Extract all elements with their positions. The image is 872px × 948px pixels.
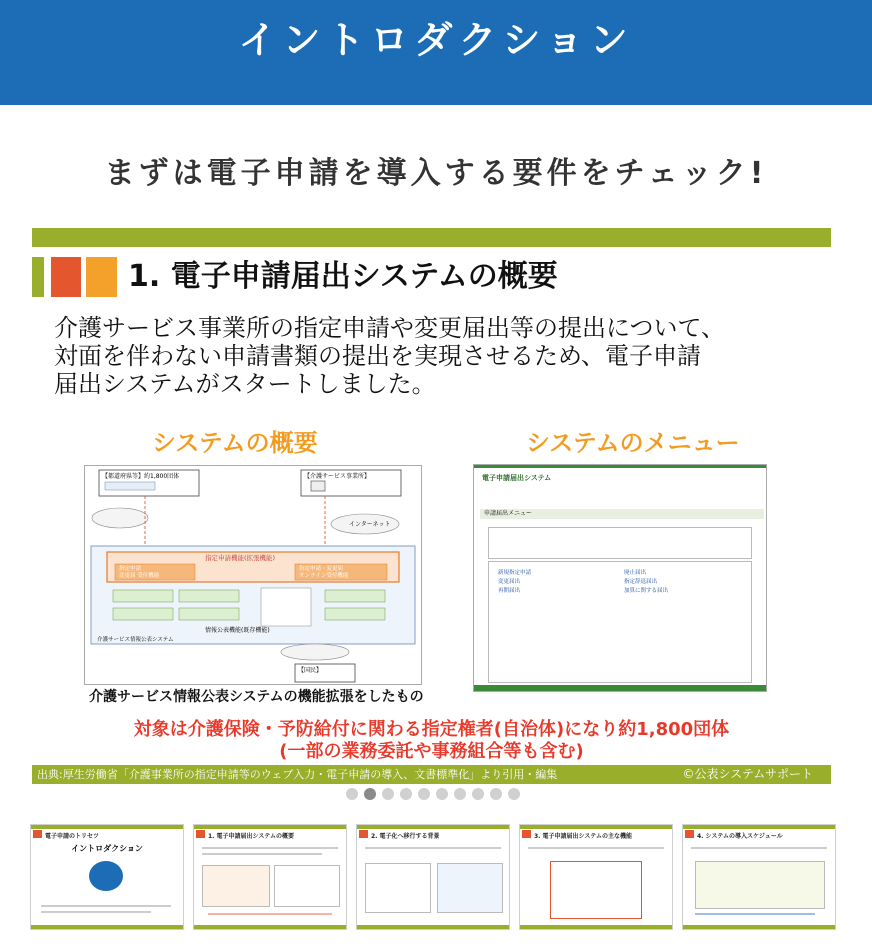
svg-text:指定申請: 指定申請 — [119, 566, 142, 572]
thumbnail-4[interactable] — [519, 824, 673, 930]
carousel-dot[interactable] — [490, 788, 502, 800]
thumbnail-strip — [30, 824, 842, 932]
diagram-center-band: 指定申請機能(拡張機能) — [205, 554, 276, 562]
svg-text:指定申請・変更届: 指定申請・変更届 — [299, 566, 344, 572]
thumbnail-title: 3. 電子申請届出システムの主な機能 — [534, 833, 632, 840]
target-note-line2: (一部の業務委託や事務組合等も含む) — [279, 741, 584, 762]
diagram-caption: 介護サービス情報公表システムの機能拡張をしたもの — [89, 689, 424, 705]
carousel-dot[interactable] — [472, 788, 484, 800]
menu-section: 申請届出メニュー — [480, 509, 764, 519]
svg-text:変更届 受付機能: 変更届 受付機能 — [119, 573, 160, 579]
thumbnail-3[interactable] — [356, 824, 510, 930]
page-header — [0, 0, 872, 105]
menu-item[interactable]: 加算に関する届出 — [624, 588, 669, 594]
title-marker-orange — [86, 257, 117, 297]
menu-items-right — [624, 569, 668, 596]
thumbnail-title: 2. 電子化へ移行する背景 — [371, 833, 440, 840]
thumbnail-subtitle: イントロダクション — [71, 844, 143, 853]
copyright: ©公表システムサポート — [682, 767, 813, 781]
carousel-dot[interactable] — [454, 788, 466, 800]
menu-caption: システムのメニュー — [526, 429, 740, 457]
diagram-internet-label: インターネット — [349, 521, 391, 528]
thumbnail-5[interactable] — [682, 824, 836, 930]
menu-item[interactable]: 再開届出 — [498, 588, 521, 594]
diagram-graphic — [85, 466, 421, 684]
carousel-dot[interactable] — [400, 788, 412, 800]
thumbnail-1[interactable] — [30, 824, 184, 930]
overview-caption: システムの概要 — [152, 429, 318, 457]
svg-text:オンライン受付機能: オンライン受付機能 — [299, 573, 349, 579]
thumbnail-title: 電子申請のトリセツ — [45, 833, 99, 840]
menu-title: 電子申請届出システム — [482, 474, 552, 482]
slide-intro-text: 介護サービス事業所の指定申請や変更届出等の提出について、 対面を伴わない申請書類の提出を実現させるため、電子申請 届出システムがスタートしました。 — [54, 314, 726, 398]
menu-items — [498, 569, 531, 596]
slide-title: 1. 電子申請届出システムの概要 — [128, 259, 558, 294]
carousel-dot[interactable] — [382, 788, 394, 800]
menu-item[interactable]: 廃止届出 — [624, 570, 647, 576]
thumbnail-2[interactable] — [193, 824, 347, 930]
diagram-outer-label: 介護サービス情報公表システム — [97, 637, 174, 643]
carousel-dot[interactable] — [418, 788, 430, 800]
carousel-dot[interactable] — [346, 788, 358, 800]
carousel-dot[interactable] — [508, 788, 520, 800]
system-menu-screenshot — [473, 464, 767, 692]
diagram-top-right-label: 【介護サービス事業所】 — [304, 473, 371, 480]
slide-footer — [32, 765, 831, 784]
main-slide[interactable] — [32, 228, 831, 784]
thumbnail-title: 1. 電子申請届出システムの概要 — [208, 833, 294, 840]
carousel-dot-active[interactable] — [364, 788, 376, 800]
page-title: イントロダクション — [238, 18, 634, 62]
source-note: 出典:厚生労働省「介護事業所の指定申請等のウェブ入力・電子申請の導入、文書標準化」より引用・編集 — [37, 768, 558, 781]
title-marker-red — [51, 257, 81, 297]
carousel-dots — [346, 788, 520, 800]
system-overview-diagram — [84, 465, 422, 685]
subheading: まずは電子申請を導入する要件をチェック! — [104, 156, 768, 191]
diagram-bottom-label: 【国民】 — [298, 667, 323, 674]
menu-item[interactable]: 新規指定申請 — [498, 570, 532, 576]
menu-item[interactable]: 変更届出 — [498, 579, 521, 585]
target-note-line1: 対象は介護保険・予防給付に関わる指定権者(自治体)になり約1,800団体 — [133, 719, 730, 740]
menu-item[interactable]: 指定辞退届出 — [624, 579, 658, 585]
title-marker-green — [32, 257, 44, 297]
slide-top-bar — [32, 228, 831, 247]
diagram-system-footer: 情報公表機能(既存機能) — [205, 627, 270, 634]
carousel-dot[interactable] — [436, 788, 448, 800]
diagram-top-left-label: 【都道府県等】約1,800団体 — [102, 473, 180, 480]
thumbnail-title: 4. システムの導入スケジュール — [697, 833, 783, 840]
